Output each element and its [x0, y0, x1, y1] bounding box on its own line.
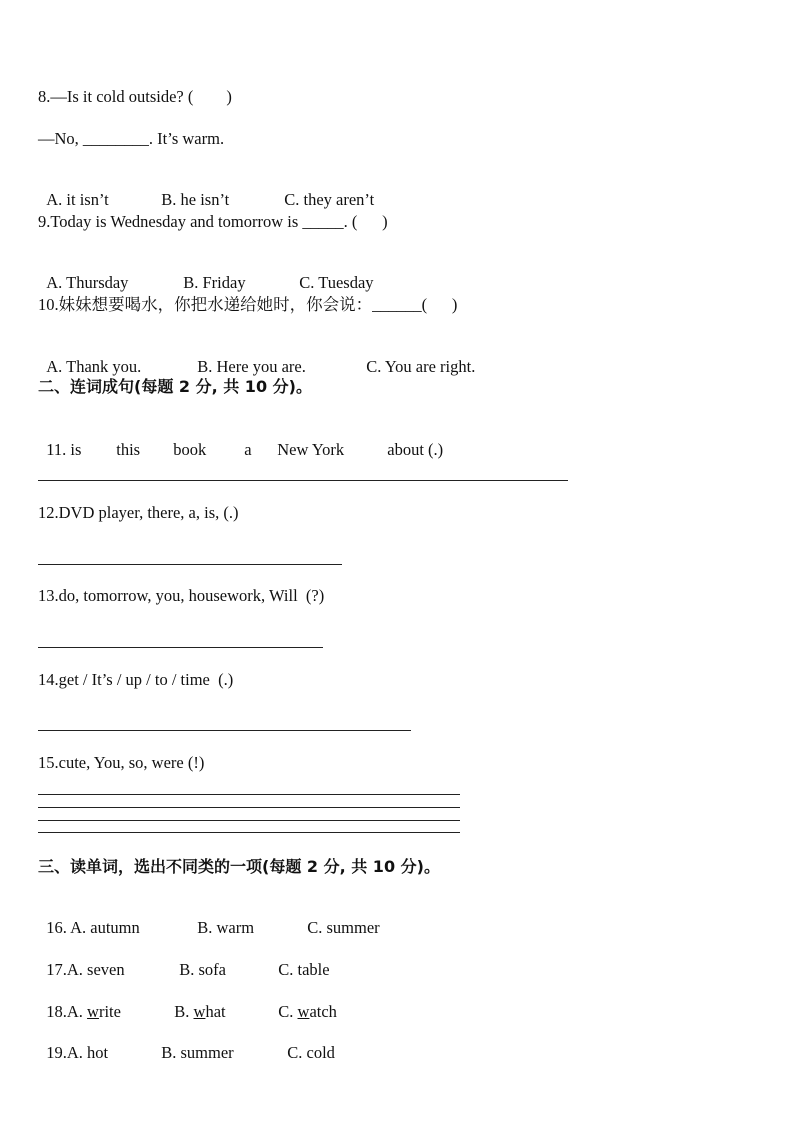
q10-option-a: A. Thank you.: [46, 357, 142, 376]
q12-answer-line: [38, 564, 342, 565]
q10-options: [38, 337, 475, 377]
q18-option-a: [46, 1002, 174, 1022]
q8-option-c: C. they aren’t: [284, 190, 375, 209]
q16-option-a: 16. A. autumn: [46, 918, 140, 937]
q18-b-rest: hat: [205, 1002, 226, 1021]
q15-answer-line: [38, 832, 460, 833]
q9-option-b: B. Friday: [183, 273, 246, 292]
q10-option-c: C. You are right.: [366, 357, 476, 376]
q13-text: 13.do, tomorrow, you, housework, Will (?): [38, 586, 325, 605]
q15-text: 15.cute, You, so, were (!): [38, 753, 205, 772]
q15-answer-line: [38, 807, 460, 808]
q8-reply: —No, ________. It’s warm.: [38, 129, 225, 148]
q18-b-underlined-letter: w: [193, 1002, 206, 1021]
q14-text: 14.get / It’s / up / to / time (.): [38, 670, 234, 689]
q8-options: [38, 170, 374, 210]
q11-words: [38, 420, 443, 460]
q17-option-a: 17.A. seven: [46, 960, 125, 979]
q8-option-a: A. it isn’t: [46, 190, 109, 209]
q18-a-underlined-letter: w: [87, 1002, 99, 1021]
q11-word: this: [116, 440, 141, 459]
q17-option-c: C. table: [278, 960, 330, 979]
q9-option-c: C. Tuesday: [299, 273, 374, 292]
q17-options: [38, 940, 330, 980]
q11-word: New York: [277, 440, 345, 459]
q18-option-b: [174, 1002, 278, 1022]
q18-number: 18.: [46, 1002, 67, 1021]
q9-question: 9.Today is Wednesday and tomorrow is _____. ( ): [38, 212, 388, 231]
section-3-heading: 三、读单词，选出不同类的一项(每题 2 分, 共 10 分)。: [38, 857, 440, 876]
q18-a-rest: rite: [98, 1002, 121, 1021]
q18-option-c: [278, 1002, 337, 1022]
q19-option-b: B. summer: [161, 1043, 234, 1062]
q19-option-a: 19.A. hot: [46, 1043, 109, 1062]
q16-option-c: C. summer: [307, 918, 380, 937]
q10-question: 10.妹妹想要喝水，你把水递给她时，你会说：______( ): [38, 295, 458, 314]
q9-option-a: A. Thursday: [46, 273, 129, 292]
q18-c-rest: atch: [309, 1002, 337, 1021]
q15-answer-line: [38, 820, 460, 821]
q10-option-b: B. Here you are.: [197, 357, 306, 376]
q18-c-prefix: C.: [278, 1002, 298, 1021]
q19-option-c: C. cold: [287, 1043, 335, 1062]
q8-option-b: B. he isn’t: [161, 190, 230, 209]
section-2-heading: 二、连词成句(每题 2 分, 共 10 分)。: [38, 377, 312, 396]
q13-answer-line: [38, 647, 323, 648]
q19-options: [38, 1023, 335, 1063]
q12-text: 12.DVD player, there, a, is, (.): [38, 503, 239, 522]
q11-word: book: [173, 440, 207, 459]
q18-a-prefix: A.: [66, 1002, 88, 1021]
q16-option-b: B. warm: [197, 918, 255, 937]
q18-options: [38, 982, 337, 1022]
q8-question: 8.—Is it cold outside? ( ): [38, 87, 232, 106]
q11-word: a: [244, 440, 252, 459]
q15-answer-line: [38, 794, 460, 795]
q16-options: [38, 898, 380, 938]
q11-word: about (.): [387, 440, 444, 459]
q18-b-prefix: B.: [174, 1002, 194, 1021]
q11-word: 11. is: [46, 440, 82, 459]
q18-c-underlined-letter: w: [297, 1002, 310, 1021]
q14-answer-line: [38, 730, 411, 731]
q9-options: [38, 253, 374, 293]
q17-option-b: B. sofa: [179, 960, 226, 979]
q11-answer-line: [38, 480, 568, 481]
